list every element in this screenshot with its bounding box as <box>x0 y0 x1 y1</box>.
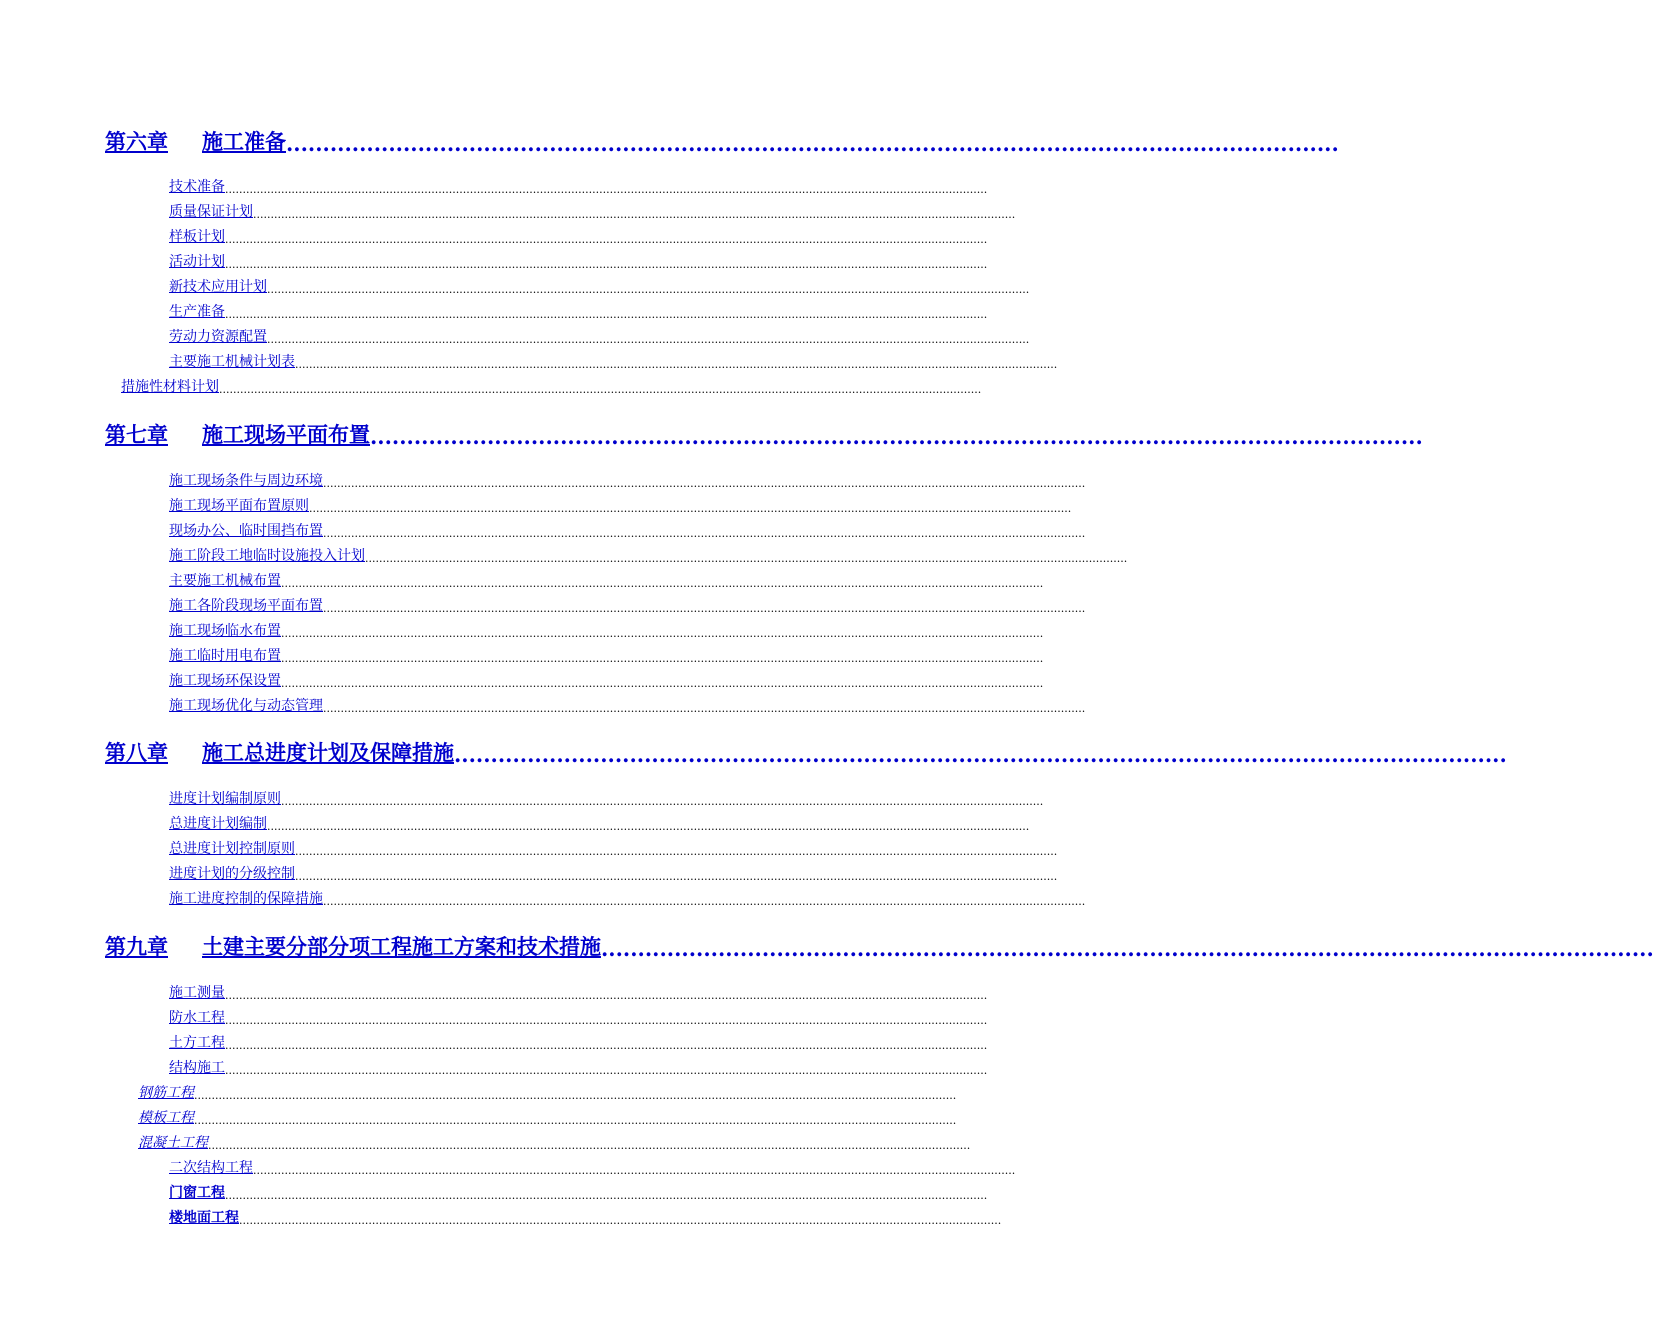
dot-leader: .......................................................................................................................................................................................................................... <box>295 358 1058 371</box>
toc-item[interactable]: 施工各阶段现场平面布置 .......................................................................................................................................................................................................................... <box>169 598 1086 615</box>
toc-item[interactable]: 施工现场临水布置 .......................................................................................................................................................................................................................... <box>169 623 1044 640</box>
toc-chapter-7[interactable] <box>105 419 1423 449</box>
toc-chapter-8[interactable] <box>105 737 1507 767</box>
dot-leader: .......................................................................................................................................................................................................................... <box>323 477 1086 490</box>
chapter-title: 施工现场平面布置 <box>202 422 370 447</box>
dot-leader: .......................................................................................................................................................................................................................... <box>225 1014 988 1027</box>
toc-item[interactable]: 施工临时用电布置 .......................................................................................................................................................................................................................... <box>169 648 1044 665</box>
dot-leader: .......................................................................................................................................................................................................................... <box>239 1214 1002 1227</box>
toc-item[interactable]: 土方工程 .......................................................................................................................................................................................................................... <box>169 1035 988 1052</box>
toc-chapter-6[interactable] <box>105 126 1339 156</box>
chapter-title: 施工准备 <box>202 129 286 154</box>
dot-leader: .......................................................................................................................................................................................................................... <box>309 502 1072 515</box>
dot-leader: .......................................................................................................................................................................................................................... <box>225 989 988 1002</box>
dot-leader: .......................................................................................................................................................................................................................... <box>267 820 1030 833</box>
toc-item[interactable]: 施工现场环保设置 .......................................................................................................................................................................................................................... <box>169 673 1044 690</box>
dot-leader: .......................................................................................................................................................................................................................... <box>281 795 1044 808</box>
toc-item[interactable]: 模板工程 .......................................................................................................................................................................................................................... <box>138 1110 957 1127</box>
toc-item[interactable]: 进度计划编制原则 .......................................................................................................................................................................................................................... <box>169 791 1044 808</box>
dot-leader: .......................................................................................................................................................................................................................... <box>219 383 982 396</box>
dot-leader: .......................................................................................................................................................................................................................... <box>225 308 988 321</box>
toc-item[interactable]: 措施性材料计划 .......................................................................................................................................................................................................................... <box>121 379 982 396</box>
toc-item[interactable]: 样板计划 .......................................................................................................................................................................................................................... <box>169 229 988 246</box>
dot-leader: ................................................................................................................................................ <box>601 936 1654 961</box>
dot-leader: .......................................................................................................................................................................................................................... <box>253 1164 1016 1177</box>
toc-item[interactable]: 二次结构工程 .......................................................................................................................................................................................................................... <box>169 1160 1016 1177</box>
dot-leader: .......................................................................................................................................................................................................................... <box>194 1089 957 1102</box>
toc-item[interactable]: 总进度计划控制原则 .......................................................................................................................................................................................................................... <box>169 841 1058 858</box>
toc-item[interactable]: 防水工程 .......................................................................................................................................................................................................................... <box>169 1010 988 1027</box>
chapter-number: 第八章 <box>105 740 168 765</box>
dot-leader: .......................................................................................................................................................................................................................... <box>323 527 1086 540</box>
dot-leader: .......................................................................................................................................................................................................................... <box>253 208 1016 221</box>
dot-leader: ................................................................................................................................................ <box>454 742 1507 767</box>
toc-item[interactable]: 结构施工 .......................................................................................................................................................................................................................... <box>169 1060 988 1077</box>
toc-item[interactable]: 技术准备 .......................................................................................................................................................................................................................... <box>169 179 988 196</box>
dot-leader: .......................................................................................................................................................................................................................... <box>323 702 1086 715</box>
toc-item[interactable]: 混凝土工程 .......................................................................................................................................................................................................................... <box>138 1135 971 1152</box>
dot-leader: .......................................................................................................................................................................................................................... <box>323 895 1086 908</box>
toc-item[interactable]: 施工测量 .......................................................................................................................................................................................................................... <box>169 985 988 1002</box>
dot-leader: .......................................................................................................................................................................................................................... <box>225 258 988 271</box>
dot-leader: .......................................................................................................................................................................................................................... <box>267 283 1030 296</box>
toc-item[interactable]: 主要施工机械计划表 .......................................................................................................................................................................................................................... <box>169 354 1058 371</box>
dot-leader: .......................................................................................................................................................................................................................... <box>225 1064 988 1077</box>
dot-leader: .......................................................................................................................................................................................................................... <box>281 677 1044 690</box>
dot-leader: .......................................................................................................................................................................................................................... <box>225 1039 988 1052</box>
toc-item[interactable]: 门窗工程 .......................................................................................................................................................................................................................... <box>169 1185 988 1202</box>
dot-leader: .......................................................................................................................................................................................................................... <box>225 1189 988 1202</box>
toc-item[interactable]: 钢筋工程 .......................................................................................................................................................................................................................... <box>138 1085 957 1102</box>
dot-leader: .......................................................................................................................................................................................................................... <box>225 183 988 196</box>
toc-item[interactable]: 施工阶段工地临时设施投入计划 .......................................................................................................................................................................................................................... <box>169 548 1128 565</box>
toc-item[interactable]: 现场办公、临时围挡布置 .......................................................................................................................................................................................................................... <box>169 523 1086 540</box>
chapter-number: 第六章 <box>105 129 168 154</box>
toc-item[interactable]: 主要施工机械布置 .......................................................................................................................................................................................................................... <box>169 573 1044 590</box>
toc-item[interactable]: 生产准备 .......................................................................................................................................................................................................................... <box>169 304 988 321</box>
dot-leader: .......................................................................................................................................................................................................................... <box>295 845 1058 858</box>
toc-item[interactable]: 楼地面工程 .......................................................................................................................................................................................................................... <box>169 1210 1002 1227</box>
dot-leader: ................................................................................................................................................ <box>286 131 1339 156</box>
dot-leader: .......................................................................................................................................................................................................................... <box>281 577 1044 590</box>
toc-chapter-9[interactable] <box>105 931 1654 961</box>
chapter-number: 第九章 <box>105 934 168 959</box>
toc-item[interactable]: 总进度计划编制 .......................................................................................................................................................................................................................... <box>169 816 1030 833</box>
dot-leader: .......................................................................................................................................................................................................................... <box>225 233 988 246</box>
toc-item[interactable]: 进度计划的分级控制 .......................................................................................................................................................................................................................... <box>169 866 1058 883</box>
toc-item[interactable]: 施工现场优化与动态管理 .......................................................................................................................................................................................................................... <box>169 698 1086 715</box>
chapter-number: 第七章 <box>105 422 168 447</box>
dot-leader: .......................................................................................................................................................................................................................... <box>281 627 1044 640</box>
toc-item[interactable]: 质量保证计划 .......................................................................................................................................................................................................................... <box>169 204 1016 221</box>
dot-leader: .......................................................................................................................................................................................................................... <box>267 333 1030 346</box>
dot-leader: .......................................................................................................................................................................................................................... <box>323 602 1086 615</box>
toc-item[interactable]: 施工现场条件与周边环境 .......................................................................................................................................................................................................................... <box>169 473 1086 490</box>
toc-item[interactable]: 活动计划 .......................................................................................................................................................................................................................... <box>169 254 988 271</box>
dot-leader: .......................................................................................................................................................................................................................... <box>365 552 1128 565</box>
toc-item[interactable]: 新技术应用计划 .......................................................................................................................................................................................................................... <box>169 279 1030 296</box>
toc-item[interactable]: 施工现场平面布置原则 .......................................................................................................................................................................................................................... <box>169 498 1072 515</box>
dot-leader: .......................................................................................................................................................................................................................... <box>295 870 1058 883</box>
dot-leader: .......................................................................................................................................................................................................................... <box>281 652 1044 665</box>
chapter-title: 施工总进度计划及保障措施 <box>202 740 454 765</box>
dot-leader: .......................................................................................................................................................................................................................... <box>194 1114 957 1127</box>
toc-item[interactable]: 施工进度控制的保障措施 .......................................................................................................................................................................................................................... <box>169 891 1086 908</box>
toc-item[interactable]: 劳动力资源配置 .......................................................................................................................................................................................................................... <box>169 329 1030 346</box>
chapter-title: 土建主要分部分项工程施工方案和技术措施 <box>202 934 601 959</box>
dot-leader: ................................................................................................................................................ <box>370 424 1423 449</box>
dot-leader: .......................................................................................................................................................................................................................... <box>208 1139 971 1152</box>
